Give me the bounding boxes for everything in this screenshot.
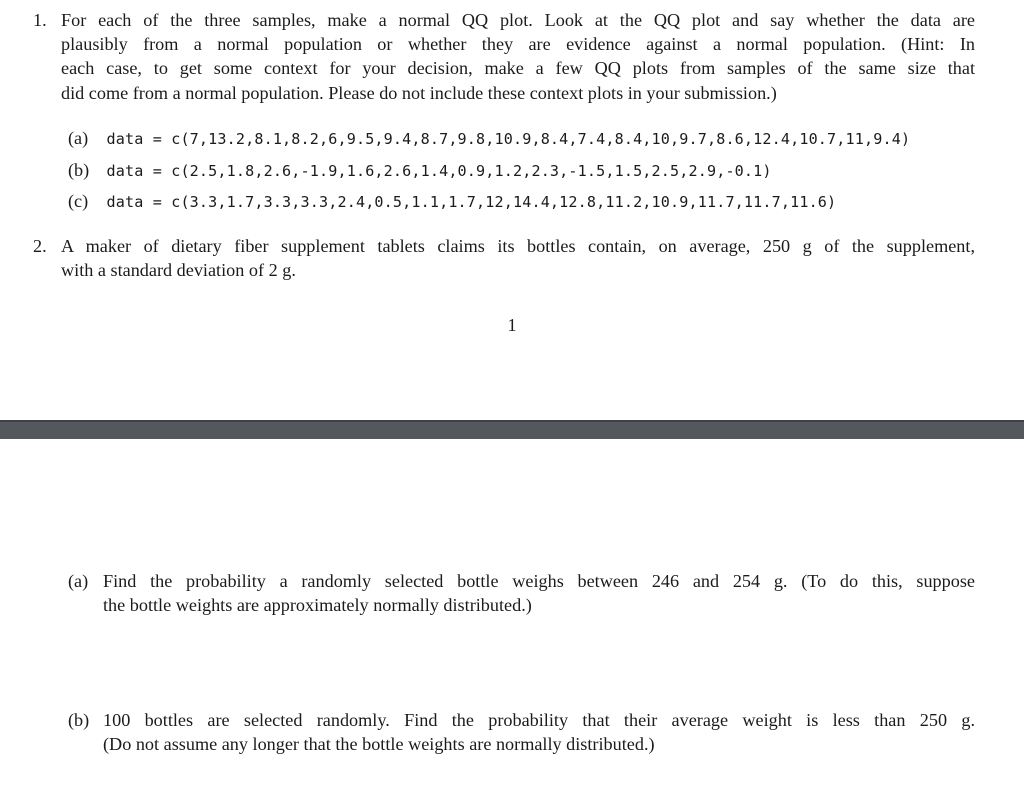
problem-1-part-c [68, 189, 836, 214]
problem-1-text [61, 8, 975, 105]
problem-1-part-a [68, 126, 910, 151]
problem-1-line: For each of the three samples, make a normal QQ plot. Look at the QQ plot and say whether the data are [61, 10, 975, 30]
problem-1-line: did come from a normal population. Please do not include these context plots in your submission.) [61, 82, 777, 103]
part-label: (b) [68, 160, 90, 180]
problem-2-number: 2. [33, 236, 47, 256]
problem-1-part-b [68, 158, 772, 183]
part-a-line: the bottle weights are approximately normally distributed.) [103, 595, 532, 616]
part-label: (a) [68, 128, 89, 148]
part-b-line: 100 bottles are selected randomly. Find the probability that their average weight is less than 250 g. [103, 710, 975, 730]
part-b-line: (Do not assume any longer that the bottle weights are normally distributed.) [103, 734, 655, 755]
page-number: 1 [507, 315, 517, 335]
problem-1-number: 1. [33, 10, 47, 30]
problem-2-part-a-text [103, 569, 975, 617]
part-a-line: Find the probability a randomly selected bottle weighs between 246 and 254 g. (To do this, suppose [103, 571, 975, 591]
problem-1-line: plausibly from a normal population or whether they are evidence against a normal population. (Hint: In [61, 34, 975, 55]
document-page-2 [0, 439, 1024, 786]
part-label: (c) [68, 191, 89, 211]
problem-2-part-a-label: (a) [68, 571, 89, 591]
r-code-data: data = c(7,13.2,8.1,8.2,6,9.5,9.4,8.7,9.8,10.9,8.4,7.4,8.4,10,9.7,8.6,12.4,10.7,11,9.4) [106, 130, 911, 148]
r-code-data: data = c(3.3,1.7,3.3,3.3,2.4,0.5,1.1,1.7,12,14.4,12.8,11.2,10.9,11.7,11.7,11.6) [106, 193, 837, 211]
page-separator [0, 420, 1024, 439]
problem-2-part-b-text [103, 708, 975, 756]
problem-1-line: each case, to get some context for your decision, make a few QQ plots from samples of the same size that [61, 58, 975, 79]
problem-2-part-b-label: (b) [68, 710, 90, 730]
problem-2-text [61, 234, 975, 282]
problem-2-line: A maker of dietary fiber supplement tablets claims its bottles contain, on average, 250 g of the supplement, [61, 236, 975, 256]
r-code-data: data = c(2.5,1.8,2.6,-1.9,1.6,2.6,1.4,0.9,1.2,2.3,-1.5,1.5,2.5,2.9,-0.1) [106, 162, 772, 180]
problem-2-line: with a standard deviation of 2 g. [61, 260, 296, 281]
